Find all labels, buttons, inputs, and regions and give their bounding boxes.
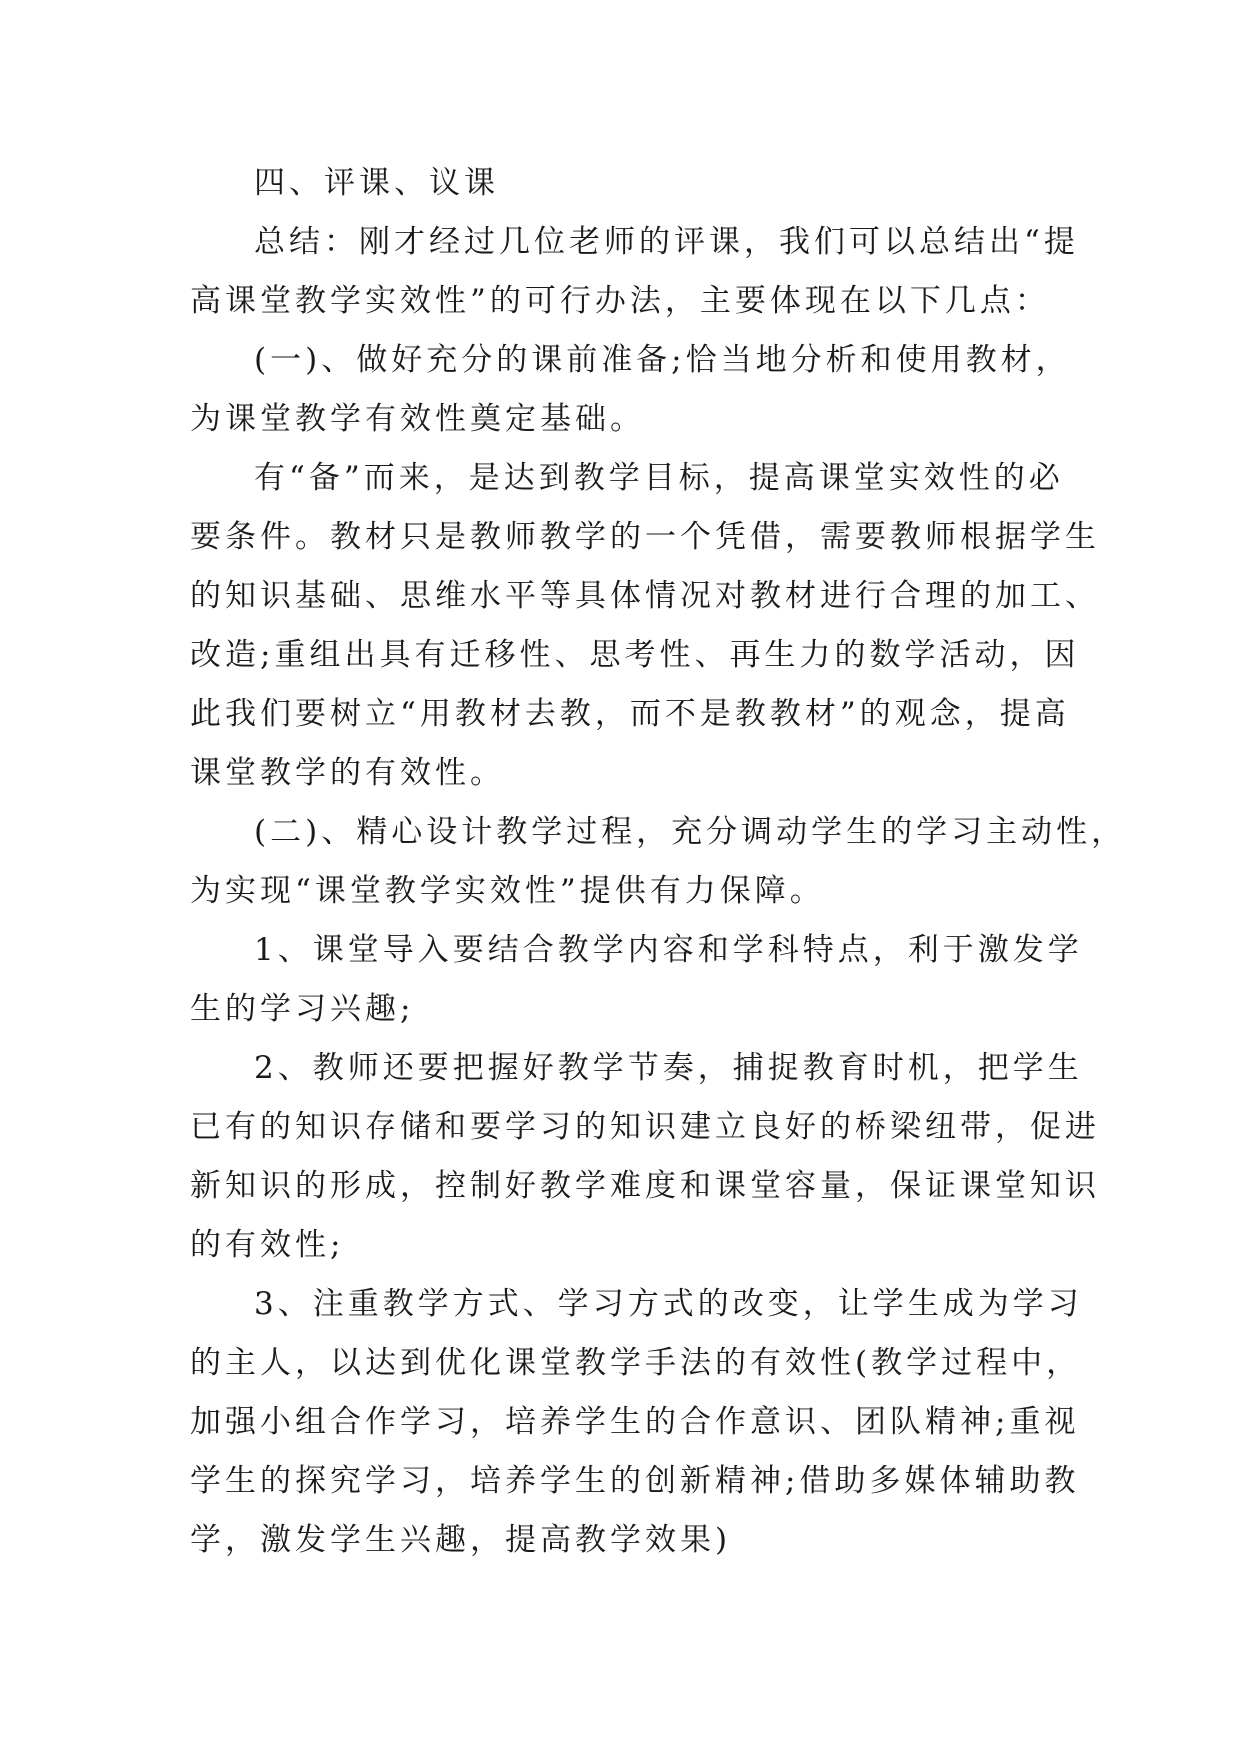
text-line: 为课堂教学有效性奠定基础。 — [190, 401, 645, 437]
text-line: 改造;重组出具有迁移性、思考性、再生力的数学活动，因 — [190, 637, 1080, 673]
text-line: 为实现“课堂教学实效性”提供有力保障。 — [190, 873, 825, 909]
text-line: 要条件。教材只是教师教学的一个凭借，需要教师根据学生 — [190, 519, 1100, 555]
text-line: 学生的探究学习，培养学生的创新精神;借助多媒体辅助教 — [190, 1463, 1080, 1499]
text-line: 2、教师还要把握好教学节奏，捕捉教育时机，把学生 — [254, 1050, 1083, 1086]
text-line: (一)、做好充分的课前准备;恰当地分析和使用教材， — [254, 342, 1071, 378]
text-line: 的主人，以达到优化课堂教学手法的有效性(教学过程中， — [190, 1345, 1082, 1381]
text-line: 1、课堂导入要结合教学内容和学科特点，利于激发学 — [254, 932, 1083, 968]
text-line: 生的学习兴趣; — [190, 991, 415, 1027]
text-line: 此我们要树立“用教材去教，而不是教教材”的观念，提高 — [190, 696, 1070, 732]
text-line: 有“备”而来，是达到教学目标，提高课堂实效性的必 — [254, 460, 1064, 496]
text-line: 学，激发学生兴趣，提高教学效果) — [190, 1522, 732, 1558]
text-line: 的知识基础、思维水平等具体情况对教材进行合理的加工、 — [190, 578, 1100, 614]
text-line: 加强小组合作学习，培养学生的合作意识、团队精神;重视 — [190, 1404, 1080, 1440]
text-line: 总结：刚才经过几位老师的评课，我们可以总结出“提 — [254, 224, 1079, 260]
text-line: 已有的知识存储和要学习的知识建立良好的桥梁纽带，促进 — [190, 1109, 1100, 1145]
text-line: 课堂教学的有效性。 — [190, 755, 505, 791]
text-line: 的有效性; — [190, 1227, 345, 1263]
text-line: 高课堂教学实效性”的可行办法，主要体现在以下几点： — [190, 283, 1050, 319]
section-heading: 四、评课、议课 — [254, 165, 499, 201]
text-line: 3、注重教学方式、学习方式的改变，让学生成为学习 — [254, 1286, 1083, 1322]
text-line: (二)、精心设计教学过程，充分调动学生的学习主动性， — [254, 814, 1127, 850]
text-line: 新知识的形成，控制好教学难度和课堂容量，保证课堂知识 — [190, 1168, 1100, 1204]
